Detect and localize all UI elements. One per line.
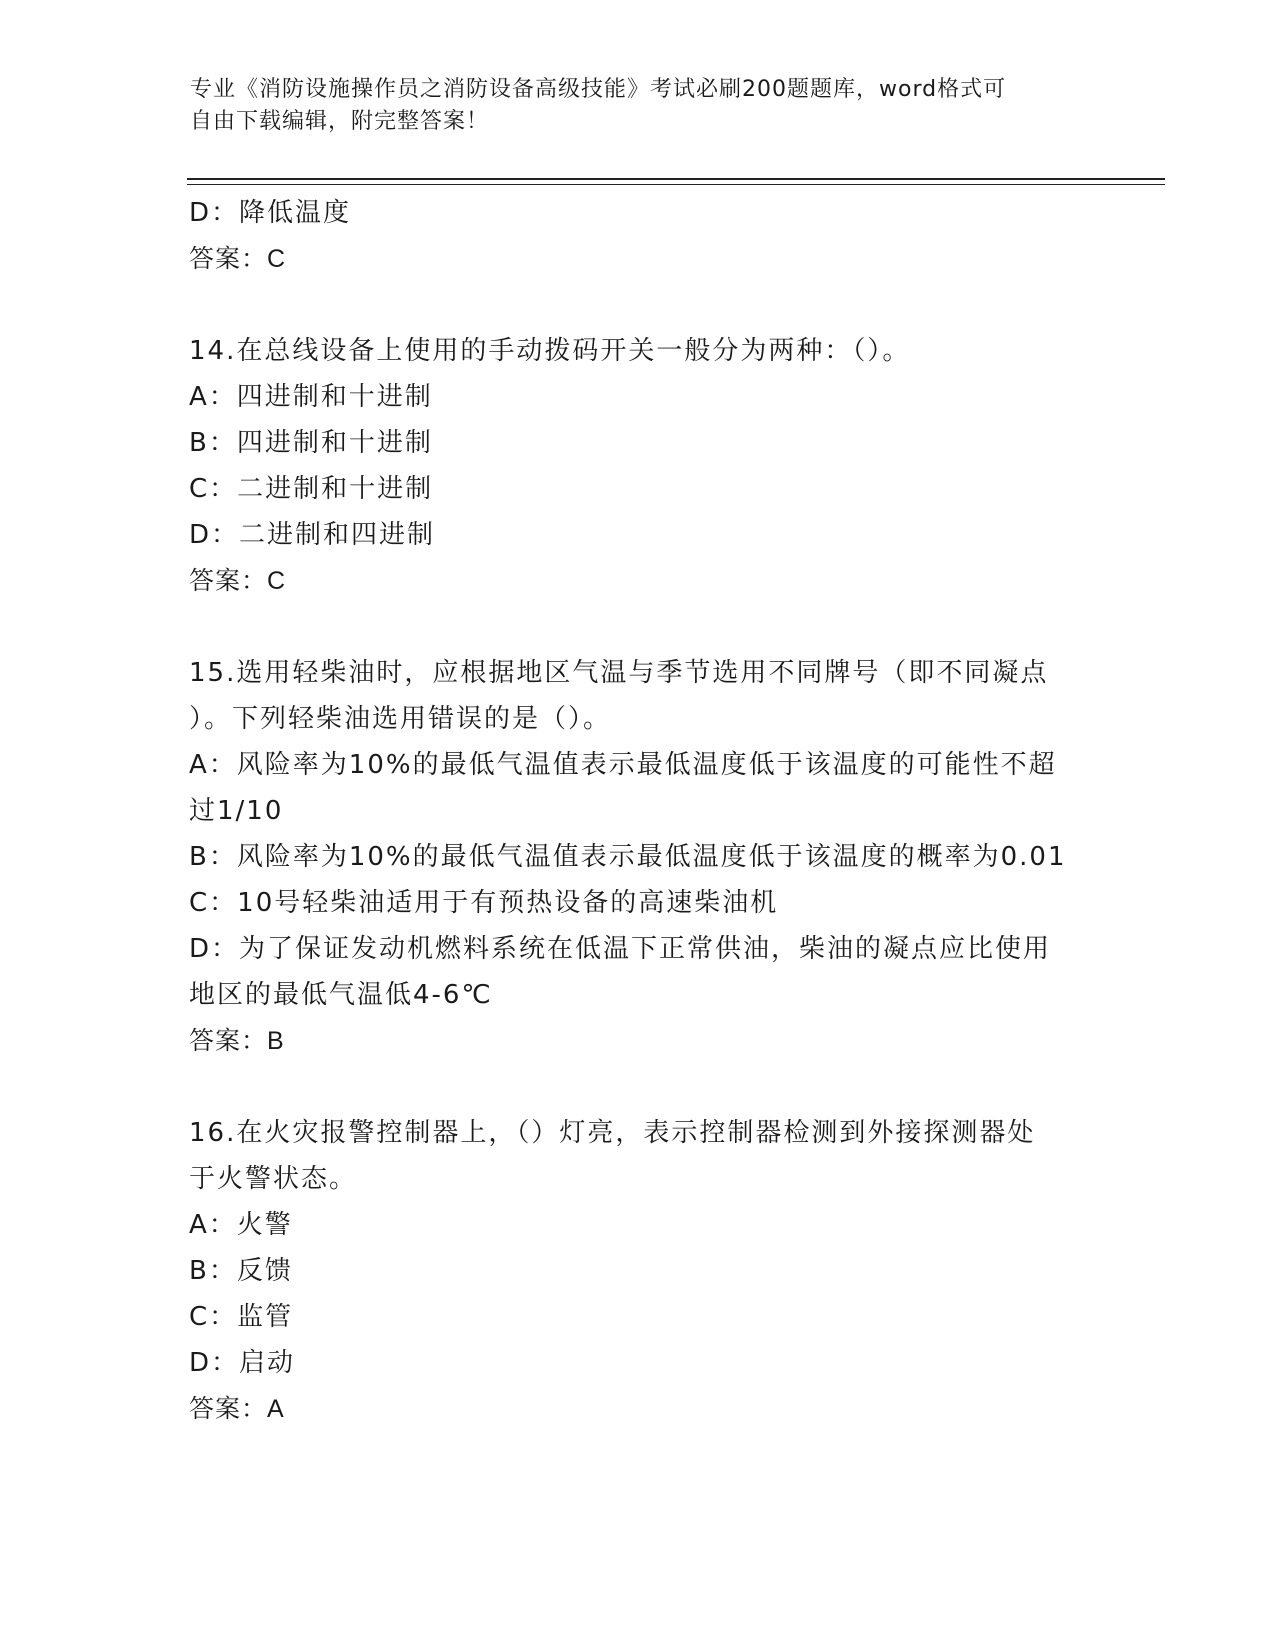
option-d-line-1: D：为了保证发动机燃料系统在低温下正常供油，柴油的凝点应比使用 xyxy=(189,934,1052,964)
option-d-line-2: 地区的最低气温低4-6℃ xyxy=(189,980,493,1010)
option-b: B：风险率为10%的最低气温值表示最低温度低于该温度的概率为0.01 xyxy=(189,842,1067,872)
option-a: A：四进制和十进制 xyxy=(189,382,433,412)
header-divider-thick xyxy=(187,178,1165,180)
header-line-2: 自由下载编辑，附完整答案！ xyxy=(190,109,490,134)
option-d: D：二进制和四进制 xyxy=(189,520,436,550)
option-c: C：二进制和十进制 xyxy=(189,474,434,504)
header-divider-thin xyxy=(187,184,1165,185)
option-c: C：10号轻柴油适用于有预热设备的高速柴油机 xyxy=(189,888,779,918)
prev-question-tail xyxy=(189,190,1089,282)
option-d: D：降低温度 xyxy=(189,198,352,228)
option-b: B：四进制和十进制 xyxy=(189,428,433,458)
question-16 xyxy=(189,1110,1089,1432)
question-stem-line-2: 于火警状态。 xyxy=(189,1164,358,1194)
question-stem: 14.在总线设备上使用的手动拨码开关一般分为两种：（）。 xyxy=(189,336,911,366)
answer-line: 答案：C xyxy=(189,245,287,273)
answer-line: 答案：B xyxy=(189,1027,285,1055)
option-b: B：反馈 xyxy=(189,1256,293,1286)
question-stem-line-1: 15.选用轻柴油时，应根据地区气温与季节选用不同牌号（即不同凝点 xyxy=(189,658,1049,688)
question-stem-line-1: 16.在火灾报警控制器上，（）灯亮，表示控制器检测到外接探测器处 xyxy=(189,1118,1036,1148)
question-15 xyxy=(189,650,1089,1064)
option-a-line-1: A：风险率为10%的最低气温值表示最低温度低于该温度的可能性不超 xyxy=(189,750,1057,780)
question-stem-line-2: ）。下列轻柴油选用错误的是（）。 xyxy=(189,704,612,734)
option-a-line-2: 过1/10 xyxy=(189,796,284,826)
header-line-1: 专业《消防设施操作员之消防设备高级技能》考试必刷200题题库，word格式可 xyxy=(190,77,1007,102)
option-c: C：监管 xyxy=(189,1302,294,1332)
option-d: D：启动 xyxy=(189,1348,296,1378)
answer-line: 答案：A xyxy=(189,1395,285,1423)
option-a: A：火警 xyxy=(189,1210,293,1240)
document-header xyxy=(190,74,1070,138)
answer-line: 答案：C xyxy=(189,567,287,595)
question-14 xyxy=(189,328,1089,604)
document-body xyxy=(189,190,1089,1432)
